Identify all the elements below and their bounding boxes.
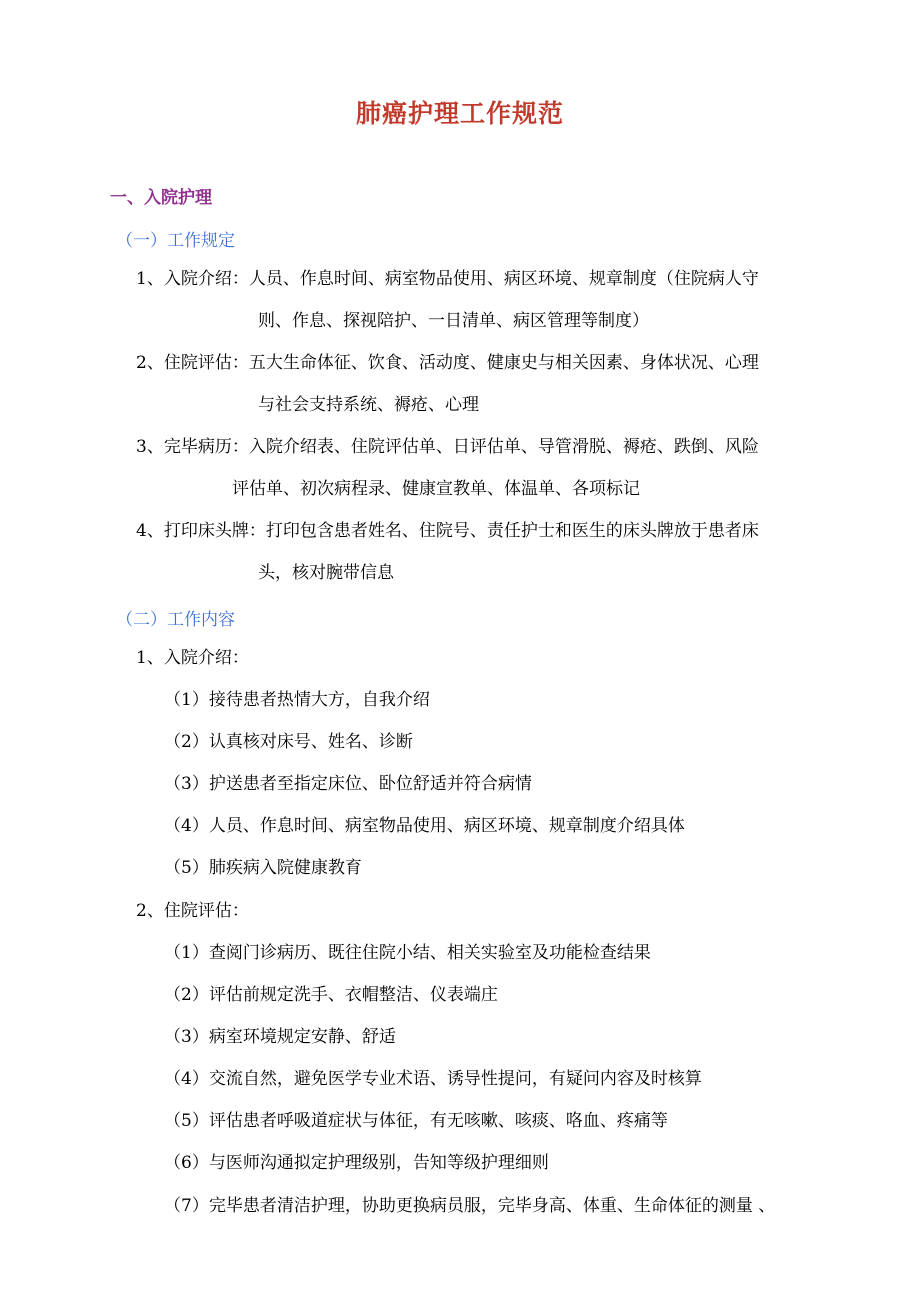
subsection-heading-work-content: （二）工作内容 [116, 610, 235, 630]
rule-item-3-line2: 评估单、初次病程录、健康宣教单、体温单、各项标记 [232, 479, 640, 499]
rule-item-2-line2: 与社会支持系统、褥疮、心理 [258, 395, 479, 415]
content-group-1-label: 1、入院介绍： [136, 648, 249, 668]
content-group-1-item: （5）肺疾病入院健康教育 [164, 858, 362, 878]
content-group-2-item: （6）与医师沟通拟定护理级别，告知等级护理细则 [164, 1153, 549, 1173]
rule-item-1-line1: 1、入院介绍：人员、作息时间、病室物品使用、病区环境、规章制度（住院病人守 [136, 269, 759, 289]
rule-item-2-line1: 2、住院评估：五大生命体征、饮食、活动度、健康史与相关因素、身体状况、心理 [136, 353, 759, 373]
rule-item-4-line1: 4、打印床头牌：打印包含患者姓名、住院号、责任护士和医生的床头牌放于患者床 [136, 521, 759, 541]
content-group-2-item: （1）查阅门诊病历、既往住院小结、相关实验室及功能检查结果 [164, 943, 651, 963]
content-group-2-item: （5）评估患者呼吸道症状与体征，有无咳嗽、咳痰、咯血、疼痛等 [164, 1111, 668, 1131]
content-group-1-item: （2）认真核对床号、姓名、诊断 [164, 732, 413, 752]
content-group-1-item: （4）人员、作息时间、病室物品使用、病区环境、规章制度介绍具体 [164, 816, 685, 836]
content-group-2-item: （7）完毕患者清洁护理，协助更换病员服，完毕身高、体重、生命体征的测量 、 [164, 1196, 776, 1216]
content-group-2-label: 2、住院评估： [136, 901, 249, 921]
content-group-1-item: （1）接待患者热情大方，自我介绍 [164, 690, 430, 710]
content-group-2-item: （4）交流自然，避免医学专业术语、诱导性提问，有疑问内容及时核算 [164, 1069, 702, 1089]
content-group-1-item: （3）护送患者至指定床位、卧位舒适并符合病情 [164, 774, 532, 794]
rule-item-1-line2: 则、作息、探视陪护、一日清单、病区管理等制度） [258, 311, 649, 331]
rule-item-4-line2: 头，核对腕带信息 [258, 563, 394, 583]
document-title: 肺癌护理工作规范 [355, 99, 564, 128]
subsection-heading-work-rules: （一）工作规定 [116, 231, 235, 251]
content-group-2-item: （2）评估前规定洗手、衣帽整洁、仪表端庄 [164, 985, 498, 1005]
rule-item-3-line1: 3、完毕病历：入院介绍表、住院评估单、日评估单、导管滑脱、褥疮、跌倒、风险 [136, 437, 759, 457]
section-heading-admission-care: 一、入院护理 [110, 188, 212, 208]
content-group-2-item: （3）病室环境规定安静、舒适 [164, 1027, 396, 1047]
